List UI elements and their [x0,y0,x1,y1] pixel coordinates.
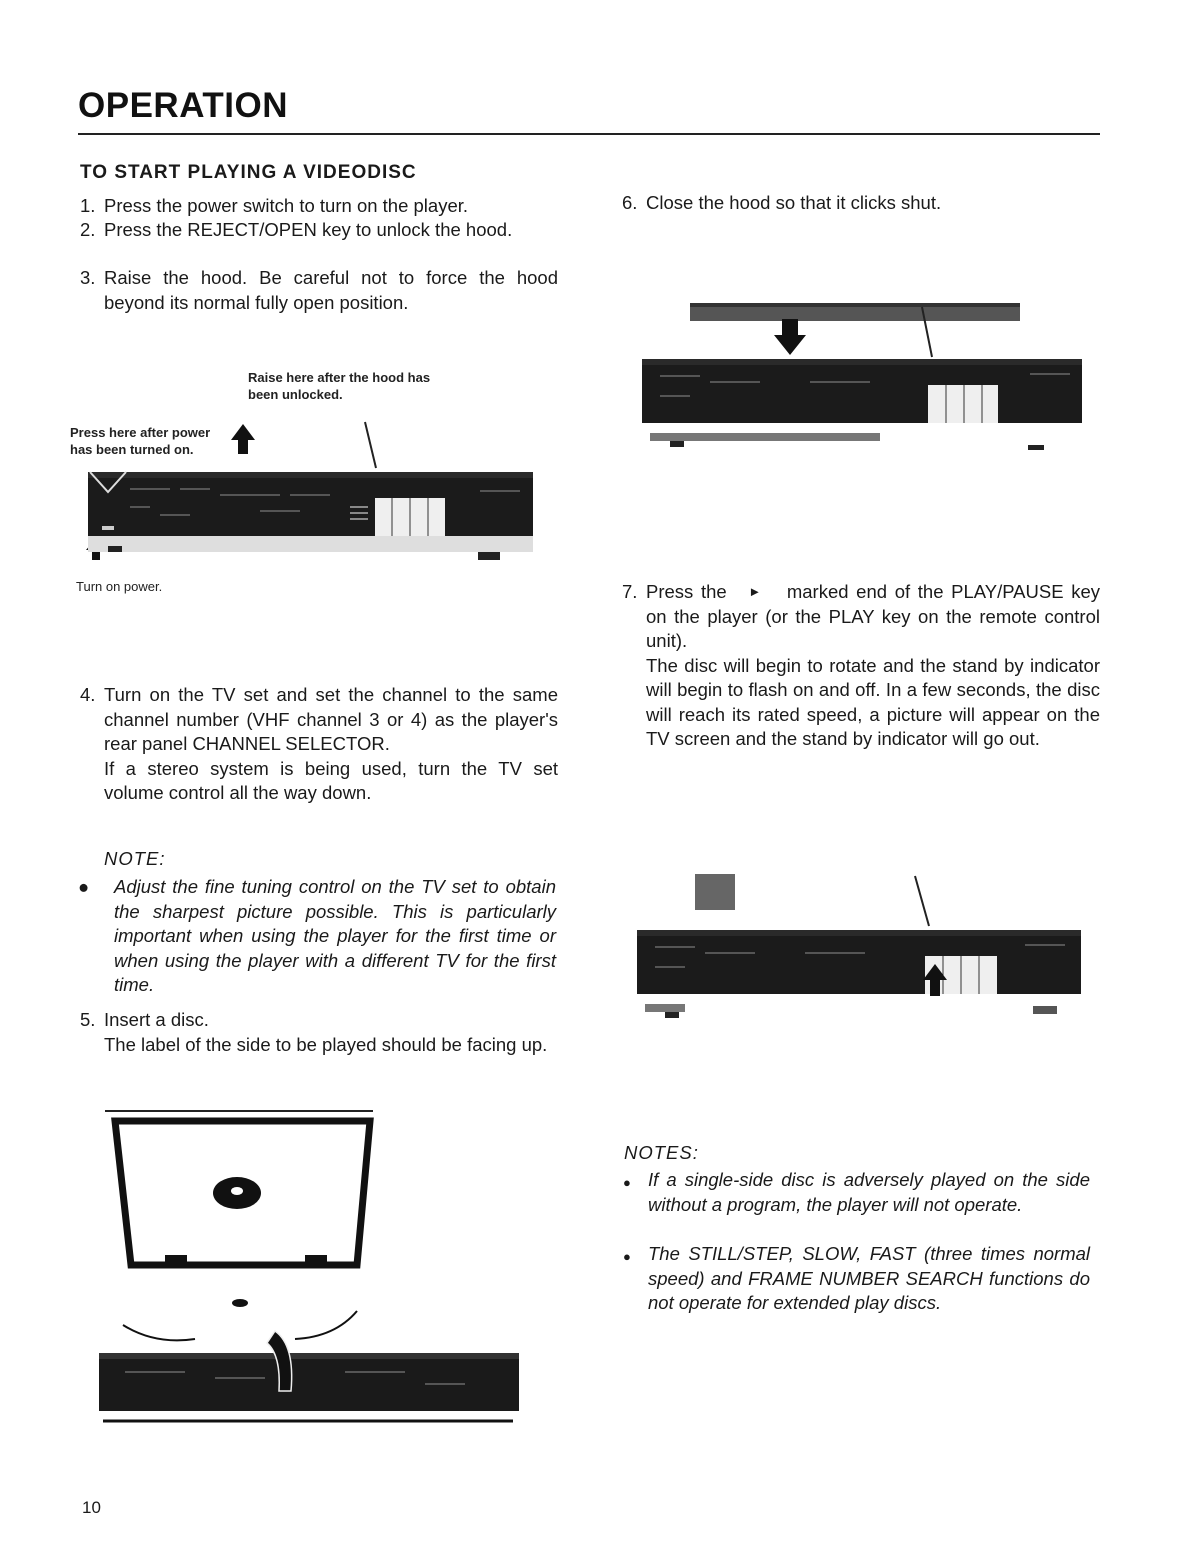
step-5 [80,1008,558,1057]
step-number: 7. [622,581,638,602]
step-number: 4. [80,684,96,705]
step-text: Press the power switch to turn on the player. [104,195,469,216]
step-number: 2. [80,219,96,240]
step-6 [622,191,1100,216]
close-hood-figure [640,295,1100,460]
step-text: Press the [646,581,727,602]
title-rule [78,133,1100,135]
step-number: 5. [80,1009,96,1030]
step-7 [622,580,1100,752]
step-number: 3. [80,267,96,288]
step-number: 1. [80,195,96,216]
step-text: Raise the hood. Be careful not to force the hood beyond its normal fully open position. [104,267,558,313]
step-text: Turn on the TV set and set the channel to the same channel number (VHF channel 3 or 4) as the player's rear panel CHANNEL SELECTOR. [104,684,558,754]
page-number: 10 [82,1498,101,1517]
step-number: 6. [622,192,638,213]
down-arrow-icon [774,319,806,355]
step-extra: The disc will begin to rotate and the stand by indicator will begin to flash on and off. In a few seconds, the disc will reach its rated speed, a picture will appear on the TV screen and the stand by indicator will go out. [646,654,1100,749]
step-text: Press the REJECT/OPEN key to unlock the hood. [104,219,513,240]
insert-disc-figure [95,1105,525,1435]
notes-bullet-2: ● The STILL/STEP, SLOW, FAST (three times normal speed) and FRAME NUMBER SEARCH functions do not operate for extended play discs. [623,1243,1090,1313]
notes-heading: NOTES: [624,1142,699,1163]
step-extra: The label of the side to be played should be facing up. [104,1033,548,1055]
caption-turn-on-power: Turn on power. [76,579,163,594]
notes-bullet-1: ● If a single-side disc is adversely played on the side without a program, the player will not operate. [623,1169,1090,1215]
section-title: TO START PLAYING A VIDEODISC [80,162,417,183]
step-text: Close the hood so that it clicks shut. [646,192,942,213]
press-play-figure [635,868,1095,1028]
step-4 [80,683,558,806]
step-extra: If a stereo system is being used, turn the TV set volume control all the way down. [104,757,558,803]
caption-press-key: Press here after power has been turned on. [70,425,211,457]
note-bullet: ● Adjust the fine tuning control on the TV set to obtain the sharpest picture possible. This is particularly important when using the player for the first time or when using the player with a different TV for the first time. [78,876,556,995]
step-1 [80,194,558,219]
step-text: marked end of the PLAY/PAUSE key on the player (or the PLAY key on the remote control unit). [646,581,1100,651]
player-front-figure-1 [60,410,550,575]
caption-raise-hood: Raise here after the hood has been unlocked. [248,370,431,402]
step-2 [80,218,558,243]
step-3 [80,266,558,315]
note-heading: NOTE: [104,848,166,869]
step-text: Insert a disc. [104,1009,209,1030]
page-title: OPERATION [78,86,288,125]
up-arrow-icon [231,424,255,454]
play-symbol-icon: ► [748,584,762,599]
